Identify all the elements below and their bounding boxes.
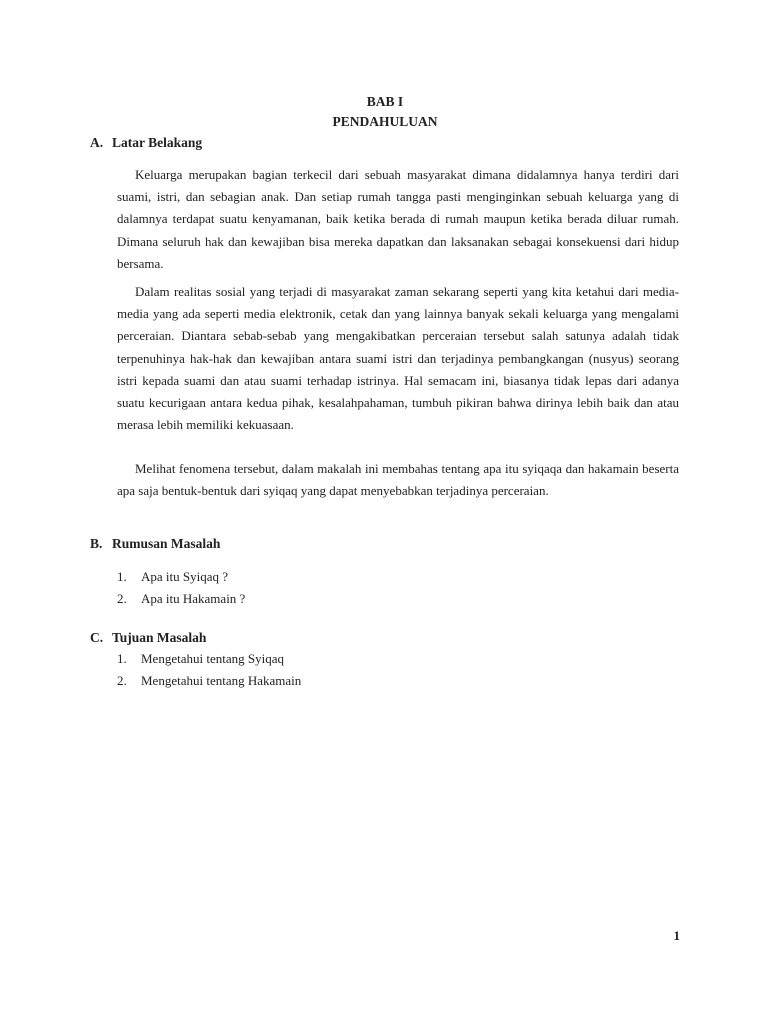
list-item-text: Mengetahui tentang Hakamain [141, 673, 302, 688]
list-item [117, 670, 301, 692]
section-letter: B. [90, 536, 103, 551]
list-item-text: Apa itu Hakamain ? [141, 591, 246, 606]
list-item [117, 648, 301, 670]
section-letter: A. [90, 135, 104, 150]
list-item-number: 1. [117, 569, 127, 584]
section-title: Latar Belakang [112, 135, 203, 150]
list-item-number: 2. [117, 673, 127, 688]
section-title: Rumusan Masalah [112, 536, 221, 551]
rumusan-masalah-list [117, 566, 245, 610]
section-letter: C. [90, 630, 104, 645]
section-heading-latar-belakang [90, 134, 202, 152]
section-heading-tujuan-masalah [90, 629, 206, 647]
tujuan-masalah-list [117, 648, 301, 692]
list-item-number: 1. [117, 651, 127, 666]
paragraph-3: Melihat fenomena tersebut, dalam makalah ini membahas tentang apa itu syiqaqa dan hakamain beserta apa saja bentuk-bentuk dari syiqaq yang dapat menyebabkan terjadinya perceraian. [117, 461, 679, 499]
paragraph-1: Keluarga merupakan bagian terkecil dari sebuah masyarakat dimana didalamnya hanya terdiri dari suami, istri, dan sebagian anak. Dan setiap rumah tangga pasti menginginkan sebuah keluarga yang di dalamnya terdapat suatu kenyamanan, baik ketika berada di rumah maupun ketika berada diluar rumah. Dimana seluruh hak dan kewajiban bisa mereka dapatkan dan laksanakan sebagai konsekuensi dari hidup bersama. [117, 167, 679, 271]
list-item-text: Apa itu Syiqaq ? [141, 569, 229, 584]
section-title: Tujuan Masalah [112, 630, 207, 645]
chapter-title: PENDAHULUAN [332, 114, 438, 129]
list-item [117, 566, 245, 588]
list-item [117, 588, 245, 610]
list-item-text: Mengetahui tentang Syiqaq [141, 651, 284, 666]
section-heading-rumusan-masalah [90, 535, 220, 553]
chapter-number: BAB I [366, 94, 404, 109]
list-item-number: 2. [117, 591, 127, 606]
page-number: 1 [673, 928, 680, 943]
paragraph-2: Dalam realitas sosial yang terjadi di masyarakat zaman sekarang seperti yang kita ketahui dari media-media yang ada seperti media elektronik, cetak dan yang lainnya banyak sekali keluarga yang mengalami perceraian. Diantara sebab-sebab yang mengakibatkan perceraian tersebut salah satunya adalah tidak terpenuhinya hak-hak dan kewajiban antara suami istri dan terjadinya pembangkangan (nusyus) seorang istri kepada suami dan atau suami terhadap istrinya. Hal semacam ini, biasanya tidak lepas dari adanya suatu kecurigaan antara kedua pihak, kesalahpahaman, tumbuh pikiran bahwa dirinya lebih baik dan atau merasa lebih memiliki kekuasaan. [117, 284, 679, 433]
